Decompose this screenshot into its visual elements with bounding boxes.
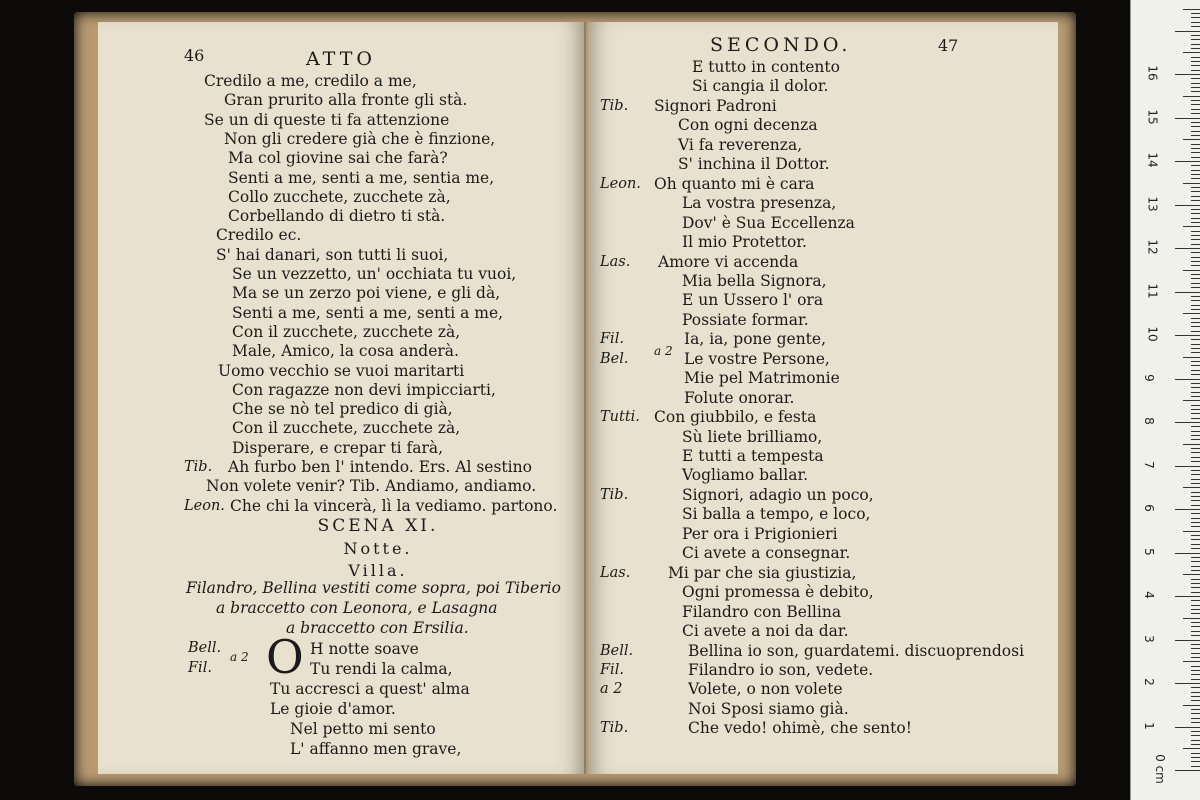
- ruler-tick: [1191, 600, 1200, 601]
- right-verse-line: Ci avete a consegnar.: [682, 544, 851, 563]
- ruler-tick: [1191, 339, 1200, 340]
- ruler-number: 4: [1141, 591, 1156, 599]
- ruler-tick: [1191, 231, 1200, 232]
- ruler-tick: [1191, 126, 1200, 127]
- ruler-tick: [1191, 492, 1200, 493]
- left-verse-line: Credilo a me, credilo a me,: [204, 72, 417, 90]
- ruler-tick: [1191, 548, 1200, 549]
- left-verse-line: Ma col giovine sai che farà?: [228, 149, 448, 168]
- left-verse-line: Collo zucchete, zucchete zà,: [228, 187, 451, 206]
- ruler-tick: [1183, 400, 1200, 401]
- ruler-tick: [1191, 526, 1200, 527]
- ruler-tick: [1191, 396, 1200, 397]
- ruler-tick: [1175, 770, 1200, 771]
- ruler-tick: [1175, 683, 1200, 684]
- right-verse-line: Volete, o non volete: [688, 680, 843, 699]
- ruler-tick: [1191, 535, 1200, 536]
- ruler-tick: [1191, 518, 1200, 519]
- ruler-tick: [1191, 305, 1200, 306]
- right-speaker: Tib.: [600, 97, 629, 114]
- ruler-tick: [1191, 109, 1200, 110]
- ruler-tick: [1191, 557, 1200, 558]
- ruler-tick: [1191, 670, 1200, 671]
- ruler-tick: [1191, 635, 1200, 636]
- ruler-tick: [1175, 205, 1200, 206]
- ruler-tick: [1191, 83, 1200, 84]
- ruler-tick: [1191, 261, 1200, 262]
- right-verse-line: Il mio Protettor.: [682, 233, 807, 252]
- ruler-tick: [1191, 200, 1200, 201]
- ruler-tick: [1191, 235, 1200, 236]
- ruler-tick: [1191, 331, 1200, 332]
- right-verse-line: E tutto in contento: [692, 58, 840, 76]
- ruler-tick: [1191, 296, 1200, 297]
- page-header-left: ATTO: [306, 48, 376, 70]
- ruler-number: 0 cm: [1152, 754, 1167, 784]
- ruler-tick: [1191, 196, 1200, 197]
- ruler-tick: [1191, 722, 1200, 723]
- ruler-number: 11: [1145, 282, 1160, 299]
- ruler-tick: [1191, 374, 1200, 375]
- ruler-tick: [1175, 292, 1200, 293]
- left-speaker: Leon.: [184, 497, 225, 514]
- right-verse-line: Ci avete a noi da dar.: [682, 622, 849, 641]
- ruler-tick: [1191, 631, 1200, 632]
- left-verse-line: Gran prurito alla fronte gli stà.: [224, 91, 468, 110]
- ruler-tick: [1191, 544, 1200, 545]
- ruler-tick: [1191, 61, 1200, 62]
- right-verse-line: Signori Padroni: [654, 96, 777, 115]
- ruler-tick: [1175, 466, 1200, 467]
- ruler-tick: [1191, 613, 1200, 614]
- right-verse-line: Ogni promessa è debito,: [682, 583, 874, 602]
- ruler-tick: [1191, 383, 1200, 384]
- song-line-5: Nel petto mi sento: [290, 720, 436, 738]
- stage-direction-3: a braccetto con Ersilia.: [286, 619, 469, 637]
- right-speaker: Fil.: [600, 331, 624, 348]
- ruler-tick: [1191, 605, 1200, 606]
- ruler-tick: [1191, 626, 1200, 627]
- ruler-tick: [1191, 148, 1200, 149]
- right-speaker: Tib.: [600, 720, 629, 737]
- ruler-tick: [1191, 274, 1200, 275]
- ruler-tick: [1191, 735, 1200, 736]
- ruler-tick: [1183, 574, 1200, 575]
- ruler-tick: [1191, 448, 1200, 449]
- ruler-tick: [1191, 348, 1200, 349]
- ruler-tick: [1191, 352, 1200, 353]
- ruler-tick: [1191, 222, 1200, 223]
- right-verse-line: Filandro con Bellina: [682, 602, 842, 621]
- ruler-number: 12: [1145, 239, 1160, 255]
- stage-direction-2: a braccetto con Leonora, e Lasagna: [216, 599, 498, 617]
- ruler-tick: [1191, 405, 1200, 406]
- left-verse-line: Ah furbo ben l' intendo. Ers. Al sestino: [228, 458, 532, 476]
- ruler-tick: [1183, 313, 1200, 314]
- ruler-tick: [1191, 461, 1200, 462]
- ruler-tick: [1191, 439, 1200, 440]
- ruler-tick: [1175, 727, 1200, 728]
- ruler-tick: [1191, 57, 1200, 58]
- right-verse-line: Sù liete brilliamo,: [682, 427, 823, 446]
- ruler-tick: [1191, 322, 1200, 323]
- ruler-tick: [1191, 35, 1200, 36]
- ruler-tick: [1191, 592, 1200, 593]
- stage-direction-1: Filandro, Bellina vestiti come sopra, poi Tiberio: [186, 579, 561, 597]
- right-verse-line: Vogliamo ballar.: [682, 466, 809, 485]
- left-verse-line: Male, Amico, la cosa anderà.: [232, 342, 459, 361]
- ruler-tick: [1191, 65, 1200, 66]
- ruler-tick: [1191, 122, 1200, 123]
- ruler-tick: [1191, 457, 1200, 458]
- measuring-ruler: [1130, 0, 1200, 800]
- speaker-bell: Bell.: [188, 640, 222, 656]
- ruler-tick: [1191, 370, 1200, 371]
- speaker-fil: Fil.: [188, 660, 212, 676]
- ruler-tick: [1191, 209, 1200, 210]
- right-verse-line: La vostra presenza,: [682, 194, 837, 213]
- ruler-tick: [1191, 100, 1200, 101]
- ruler-tick: [1191, 696, 1200, 697]
- ruler-tick: [1175, 553, 1200, 554]
- ruler-tick: [1183, 705, 1200, 706]
- ruler-tick: [1191, 753, 1200, 754]
- ruler-tick: [1191, 91, 1200, 92]
- ruler-tick: [1191, 757, 1200, 758]
- ruler-tick: [1191, 318, 1200, 319]
- right-speaker: a 2: [600, 681, 623, 698]
- song-line-3: Tu accresci a quest' alma: [270, 680, 470, 698]
- ruler-tick: [1191, 17, 1200, 18]
- ruler-tick: [1191, 470, 1200, 471]
- ruler-tick: [1191, 213, 1200, 214]
- drop-cap: O: [266, 630, 304, 684]
- right-speaker: Las.: [600, 253, 631, 270]
- ruler-tick: [1183, 52, 1200, 53]
- ruler-number: 14: [1145, 152, 1160, 168]
- ruler-tick: [1175, 596, 1200, 597]
- ruler-number: 5: [1141, 547, 1156, 556]
- right-verse-line: S' inchina il Dottor.: [678, 155, 830, 174]
- ruler-tick: [1191, 392, 1200, 393]
- ruler-tick: [1191, 483, 1200, 484]
- right-verse-line: Che vedo! ohimè, che sento!: [688, 719, 912, 738]
- ruler-number: 1: [1141, 721, 1156, 730]
- ruler-tick: [1191, 144, 1200, 145]
- right-verse-line: Mi par che sia giustizia,: [668, 563, 857, 582]
- left-verse-line: Con il zucchete, zucchete zà,: [232, 419, 461, 438]
- right-verse-line: Con giubbilo, e festa: [654, 408, 817, 427]
- ruler-tick: [1183, 139, 1200, 140]
- left-verse-line: Con ragazze non devi impicciarti,: [232, 380, 496, 399]
- ruler-tick: [1175, 509, 1200, 510]
- ruler-tick: [1191, 583, 1200, 584]
- ruler-tick: [1175, 31, 1200, 32]
- ruler-tick: [1191, 566, 1200, 567]
- ruler-tick: [1191, 300, 1200, 301]
- ruler-tick: [1183, 357, 1200, 358]
- ruler-tick: [1191, 653, 1200, 654]
- ruler-tick: [1191, 513, 1200, 514]
- page-header-right: SECONDO.: [710, 34, 852, 56]
- ruler-tick: [1191, 252, 1200, 253]
- setting-place: Villa.: [348, 561, 408, 580]
- ruler-tick: [1191, 344, 1200, 345]
- ruler-tick: [1191, 587, 1200, 588]
- ruler-tick: [1191, 257, 1200, 258]
- left-verse-line: Uomo vecchio se vuoi maritarti: [218, 361, 465, 380]
- left-verse-line: Non volete venir? Tib. Andiamo, andiamo.: [206, 477, 537, 496]
- left-verse-line: Corbellando di dietro ti stà.: [228, 207, 446, 226]
- ruler-tick: [1191, 265, 1200, 266]
- right-verse-line: Si cangia il dolor.: [692, 77, 829, 96]
- right-verse-line: Noi Sposi siamo già.: [688, 699, 849, 718]
- right-speaker: Bel.: [600, 350, 629, 367]
- left-verse-line: Che se nò tel predico di già,: [232, 400, 453, 419]
- left-verse-line: S' hai danari, son tutti li suoi,: [216, 245, 449, 264]
- ruler-tick: [1191, 309, 1200, 310]
- right-verse-line: Con ogni decenza: [678, 116, 818, 135]
- ruler-tick: [1175, 422, 1200, 423]
- right-speaker: Las.: [600, 564, 631, 581]
- right-speaker: Tutti.: [600, 409, 640, 426]
- ruler-tick: [1175, 335, 1200, 336]
- ruler-tick: [1183, 226, 1200, 227]
- ruler-tick: [1191, 431, 1200, 432]
- ruler-tick: [1191, 539, 1200, 540]
- ruler-tick: [1191, 644, 1200, 645]
- ruler-tick: [1191, 152, 1200, 153]
- ruler-tick: [1191, 131, 1200, 132]
- left-verse-line: Che chi la vincerà, lì la vediamo. partono.: [230, 496, 558, 515]
- page-number-right: 47: [938, 36, 959, 55]
- ruler-tick: [1191, 104, 1200, 105]
- ruler-tick: [1191, 713, 1200, 714]
- ruler-tick: [1191, 113, 1200, 114]
- song-line-6: L' affanno men grave,: [290, 740, 462, 758]
- ruler-tick: [1191, 674, 1200, 675]
- ruler-tick: [1183, 183, 1200, 184]
- ruler-tick: [1191, 522, 1200, 523]
- ruler-tick: [1191, 700, 1200, 701]
- ruler-tick: [1191, 709, 1200, 710]
- left-verse-line: Ma se un zerzo poi viene, e gli dà,: [232, 284, 501, 303]
- ruler-tick: [1191, 409, 1200, 410]
- ruler-number: 15: [1145, 108, 1160, 125]
- ruler-tick: [1191, 326, 1200, 327]
- left-verse-line: Senti a me, senti a me, senti a me,: [232, 303, 504, 322]
- ruler-tick: [1191, 239, 1200, 240]
- right-verse-line: Mie pel Matrimonie: [684, 369, 840, 388]
- left-verse-line: Con il zucchete, zucchete zà,: [232, 322, 461, 341]
- song-line-2: Tu rendi la calma,: [310, 660, 453, 678]
- ruler-tick: [1183, 444, 1200, 445]
- ruler-tick: [1191, 70, 1200, 71]
- a-due-label: a 2: [230, 650, 249, 664]
- page-number-left: 46: [184, 46, 205, 65]
- ruler-tick: [1191, 679, 1200, 680]
- right-verse-line: Folute onorar.: [684, 388, 795, 407]
- right-speaker: Fil.: [600, 661, 624, 678]
- ruler-tick: [1191, 570, 1200, 571]
- left-page: [98, 22, 586, 774]
- ruler-tick: [1191, 648, 1200, 649]
- ruler-tick: [1191, 287, 1200, 288]
- ruler-tick: [1175, 640, 1200, 641]
- right-verse-line: Oh quanto mi è cara: [654, 174, 815, 193]
- ruler-number: 7: [1141, 460, 1156, 469]
- ruler-tick: [1191, 766, 1200, 767]
- ruler-tick: [1191, 500, 1200, 501]
- ruler-tick: [1191, 278, 1200, 279]
- ruler-tick: [1183, 661, 1200, 662]
- right-verse-line: Possiate formar.: [682, 310, 809, 329]
- ruler-tick: [1191, 579, 1200, 580]
- ruler-tick: [1191, 191, 1200, 192]
- ruler-tick: [1191, 474, 1200, 475]
- ruler-tick: [1191, 740, 1200, 741]
- ruler-number: 3: [1141, 634, 1156, 643]
- ruler-tick: [1183, 270, 1200, 271]
- setting-time: Notte.: [343, 539, 413, 558]
- ruler-tick: [1191, 48, 1200, 49]
- left-verse-line: Non gli credere già che è finzione,: [224, 129, 496, 148]
- ruler-tick: [1191, 622, 1200, 623]
- ruler-tick: [1191, 387, 1200, 388]
- ruler-tick: [1175, 118, 1200, 119]
- ruler-tick: [1183, 531, 1200, 532]
- ruler-tick: [1191, 496, 1200, 497]
- ruler-tick: [1191, 165, 1200, 166]
- ruler-tick: [1191, 609, 1200, 610]
- left-verse-line: Se un vezzetto, un' occhiata tu vuoi,: [232, 265, 517, 283]
- ruler-tick: [1191, 244, 1200, 245]
- right-verse-line: E tutti a tempesta: [682, 447, 824, 465]
- right-verse-line: Ia, ia, pone gente,: [684, 330, 827, 349]
- ruler-number: 9: [1141, 373, 1156, 382]
- ruler-tick: [1191, 13, 1200, 14]
- ruler-tick: [1191, 135, 1200, 136]
- song-line-1: H notte soave: [310, 640, 419, 658]
- right-page: [588, 22, 1058, 774]
- ruler-tick: [1191, 365, 1200, 366]
- a-due-label-right: a 2: [654, 344, 673, 358]
- left-verse-line: Senti a me, senti a me, sentia me,: [228, 168, 495, 187]
- ruler-tick: [1191, 657, 1200, 658]
- ruler-tick: [1191, 561, 1200, 562]
- ruler-tick: [1191, 692, 1200, 693]
- ruler-tick: [1191, 761, 1200, 762]
- ruler-tick: [1191, 283, 1200, 284]
- right-verse-line: Dov' è Sua Eccellenza: [682, 213, 855, 232]
- ruler-tick: [1191, 174, 1200, 175]
- song-line-4: Le gioie d'amor.: [270, 700, 396, 718]
- right-verse-line: Vi fa reverenza,: [678, 135, 803, 154]
- left-verse-line: Disperare, e crepar ti farà,: [232, 438, 444, 457]
- ruler-tick: [1191, 413, 1200, 414]
- left-verse-line: Credilo ec.: [216, 226, 302, 245]
- left-verse-line: Se un di queste ti fa attenzione: [204, 110, 450, 129]
- ruler-tick: [1183, 9, 1200, 10]
- ruler-tick: [1191, 157, 1200, 158]
- ruler-number: 8: [1141, 417, 1156, 425]
- ruler-tick: [1175, 248, 1200, 249]
- ruler-number: 10: [1145, 326, 1160, 342]
- ruler-tick: [1191, 218, 1200, 219]
- right-speaker: Leon.: [600, 175, 641, 192]
- ruler-tick: [1191, 479, 1200, 480]
- ruler-tick: [1191, 452, 1200, 453]
- ruler-tick: [1175, 74, 1200, 75]
- scene-title: SCENA XI.: [317, 516, 439, 536]
- right-verse-line: Amore vi accenda: [658, 252, 799, 271]
- ruler-tick: [1191, 170, 1200, 171]
- right-verse-line: Bellina io son, guardatemi. discuoprendosi: [688, 641, 1025, 660]
- ruler-tick: [1191, 718, 1200, 719]
- ruler-number: 16: [1145, 65, 1160, 81]
- left-speaker: Tib.: [184, 459, 213, 475]
- ruler-tick: [1191, 361, 1200, 362]
- ruler-tick: [1191, 418, 1200, 419]
- right-speaker: Tib.: [600, 486, 629, 503]
- ruler-tick: [1191, 187, 1200, 188]
- ruler-tick: [1191, 44, 1200, 45]
- ruler-tick: [1183, 96, 1200, 97]
- right-verse-line: E un Ussero l' ora: [682, 291, 824, 310]
- right-verse-line: Mia bella Signora,: [682, 271, 827, 290]
- ruler-tick: [1191, 435, 1200, 436]
- ruler-number: 6: [1141, 504, 1156, 512]
- ruler-tick: [1191, 731, 1200, 732]
- ruler-number: 13: [1145, 195, 1160, 212]
- ruler-tick: [1191, 39, 1200, 40]
- ruler-tick: [1191, 426, 1200, 427]
- ruler-tick: [1191, 22, 1200, 23]
- ruler-tick: [1183, 748, 1200, 749]
- ruler-tick: [1175, 379, 1200, 380]
- ruler-tick: [1191, 26, 1200, 27]
- ruler-tick: [1175, 161, 1200, 162]
- ruler-tick: [1191, 687, 1200, 688]
- ruler-tick: [1191, 78, 1200, 79]
- ruler-tick: [1191, 744, 1200, 745]
- right-verse-line: Si balla a tempo, e loco,: [682, 505, 871, 524]
- right-verse-line: Filandro io son, vedete.: [688, 660, 874, 679]
- ruler-tick: [1191, 666, 1200, 667]
- right-verse-line: Signori, adagio un poco,: [682, 485, 874, 504]
- right-verse-line: Le vostre Persone,: [684, 349, 830, 368]
- ruler-tick: [1191, 87, 1200, 88]
- ruler-tick: [1191, 505, 1200, 506]
- ruler-tick: [1183, 487, 1200, 488]
- ruler-tick: [1183, 618, 1200, 619]
- right-speaker: Bell.: [600, 642, 634, 659]
- ruler-tick: [1191, 178, 1200, 179]
- ruler-number: 2: [1141, 678, 1156, 686]
- right-verse-line: Per ora i Prigionieri: [682, 524, 838, 543]
